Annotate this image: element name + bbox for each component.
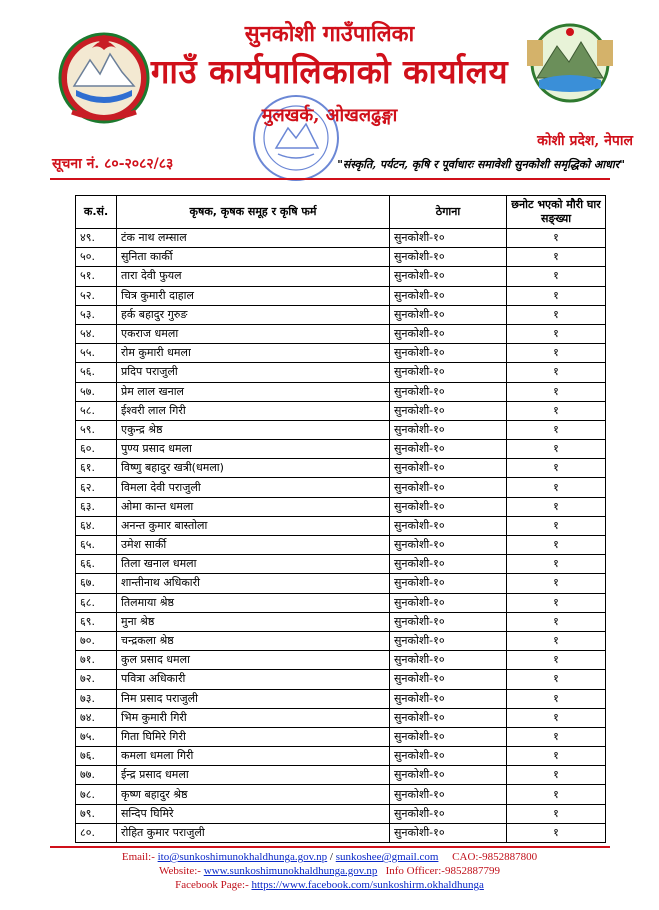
office-title: गाउँ कार्यपालिकाको कार्यालय (150, 52, 509, 91)
serial-cell: ७१. (76, 651, 117, 670)
farmer-name-cell: विमला देवी पराजुली (117, 478, 390, 497)
footer-facebook-line (0, 878, 659, 892)
serial-cell: ४९. (76, 229, 117, 248)
hive-count-cell: १ (507, 305, 606, 324)
table-row (76, 286, 606, 305)
hive-count-cell: १ (507, 785, 606, 804)
farmer-name-cell: कृष्ण बहादुर श्रेष्ठ (117, 785, 390, 804)
serial-cell: ५८. (76, 401, 117, 420)
hive-count-cell: १ (507, 574, 606, 593)
address-cell: सुनकोशी-१० (390, 382, 507, 401)
farmer-name-cell: तिलमाया श्रेष्ठ (117, 593, 390, 612)
hive-count-cell: १ (507, 804, 606, 823)
hive-count-cell: १ (507, 344, 606, 363)
address-cell: सुनकोशी-१० (390, 631, 507, 650)
table-row (76, 497, 606, 516)
address-cell: सुनकोशी-१० (390, 305, 507, 324)
address-cell: सुनकोशी-१० (390, 516, 507, 535)
serial-cell: ७०. (76, 631, 117, 650)
table-row (76, 382, 606, 401)
address-cell: सुनकोशी-१० (390, 708, 507, 727)
serial-cell: ७७. (76, 766, 117, 785)
hive-count-cell: १ (507, 459, 606, 478)
table-row (76, 305, 606, 324)
table-row (76, 478, 606, 497)
serial-cell: ५३. (76, 305, 117, 324)
hive-count-cell: १ (507, 651, 606, 670)
hive-count-cell: १ (507, 324, 606, 343)
table-row (76, 766, 606, 785)
email-separator: / (327, 851, 336, 863)
farmer-name-cell: शान्तीनाथ अधिकारी (117, 574, 390, 593)
hive-count-cell: १ (507, 440, 606, 459)
address-cell: सुनकोशी-१० (390, 440, 507, 459)
hive-count-cell: १ (507, 612, 606, 631)
hive-count-cell: १ (507, 382, 606, 401)
email-label: Email:- (121, 851, 158, 863)
address-cell: सुनकोशी-१० (390, 536, 507, 555)
serial-cell: ५१. (76, 267, 117, 286)
hive-count-cell: १ (507, 593, 606, 612)
email-link-gmail[interactable]: sunkoshee@gmail.com (335, 851, 439, 863)
hive-count-cell: १ (507, 689, 606, 708)
facebook-label: Facebook Page:- (175, 879, 252, 891)
address-cell: सुनकोशी-१० (390, 823, 507, 842)
farmer-name-cell: ओमा कान्त धमला (117, 497, 390, 516)
hive-count-cell: १ (507, 631, 606, 650)
table-row (76, 420, 606, 439)
farmer-name-cell: प्रेम लाल खनाल (117, 382, 390, 401)
serial-cell: ५९. (76, 420, 117, 439)
farmer-name-cell: सन्दिप घिमिरे (117, 804, 390, 823)
hive-count-cell: १ (507, 363, 606, 382)
hive-count-cell: १ (507, 823, 606, 842)
farmer-name-cell: गिता घिमिरे गिरी (117, 727, 390, 746)
address-cell: सुनकोशी-१० (390, 497, 507, 516)
cao-phone: CAO:-9852887800 (452, 851, 538, 863)
farmer-name-cell: रोम कुमारी धमला (117, 344, 390, 363)
serial-cell: ५५. (76, 344, 117, 363)
hive-count-cell: १ (507, 747, 606, 766)
table-row (76, 267, 606, 286)
table-row (76, 459, 606, 478)
serial-cell: ५४. (76, 324, 117, 343)
table-row (76, 708, 606, 727)
serial-cell: ६१. (76, 459, 117, 478)
serial-cell: ८०. (76, 823, 117, 842)
table-body (76, 229, 606, 843)
address-cell: सुनकोशी-१० (390, 785, 507, 804)
farmer-name-cell: प्रदिप पराजुली (117, 363, 390, 382)
farmer-name-cell: अनन्त कुमार बास्तोला (117, 516, 390, 535)
address-cell: सुनकोशी-१० (390, 324, 507, 343)
facebook-link[interactable]: https://www.facebook.com/sunkoshirm.okhaldhunga (251, 879, 484, 891)
hive-count-cell: १ (507, 727, 606, 746)
table-row (76, 804, 606, 823)
farmer-name-cell: ईश्वरी लाल गिरी (117, 401, 390, 420)
serial-cell: ६३. (76, 497, 117, 516)
table-row (76, 631, 606, 650)
table-row (76, 363, 606, 382)
slogan: "संस्कृति, पर्यटन, कृषि र पूर्वाधारः समावेशी सुनकोशी समृद्धिको आधार" (337, 158, 625, 171)
table-row (76, 670, 606, 689)
info-officer-phone: Info Officer:-9852887799 (385, 865, 500, 877)
address-cell: सुनकोशी-१० (390, 401, 507, 420)
address-cell: सुनकोशी-१० (390, 420, 507, 439)
office-location: मुलखर्क, ओखलढुङ्गा (261, 105, 398, 126)
serial-cell: ५०. (76, 248, 117, 267)
hive-count-cell: १ (507, 536, 606, 555)
hive-count-cell: १ (507, 248, 606, 267)
table-row (76, 651, 606, 670)
address-cell: सुनकोशी-१० (390, 574, 507, 593)
hive-count-cell: १ (507, 229, 606, 248)
serial-cell: ७२. (76, 670, 117, 689)
farmer-name-cell: भिम कुमारी गिरी (117, 708, 390, 727)
farmer-name-cell: चन्द्रकला श्रेष्ठ (117, 631, 390, 650)
hive-count-cell: १ (507, 555, 606, 574)
serial-cell: ७९. (76, 804, 117, 823)
farmer-name-cell: मुना श्रेष्ठ (117, 612, 390, 631)
table-row (76, 574, 606, 593)
table-row (76, 593, 606, 612)
farmer-name-cell: सुनिता कार्की (117, 248, 390, 267)
table-row (76, 612, 606, 631)
address-cell: सुनकोशी-१० (390, 344, 507, 363)
farmer-name-cell: चित्र कुमारी दाहाल (117, 286, 390, 305)
farmer-name-cell: कुल प्रसाद धमला (117, 651, 390, 670)
farmer-name-cell: हर्क बहादुर गुरुङ (117, 305, 390, 324)
farmer-name-cell: पवित्रा अधिकारी (117, 670, 390, 689)
hive-count-cell: १ (507, 420, 606, 439)
serial-cell: ५२. (76, 286, 117, 305)
website-label: Website:- (159, 865, 204, 877)
address-cell: सुनकोशी-१० (390, 766, 507, 785)
farmer-name-cell: तिला खनाल धमला (117, 555, 390, 574)
address-cell: सुनकोशी-१० (390, 670, 507, 689)
website-link[interactable]: www.sunkoshimunokhaldhunga.gov.np (203, 865, 378, 877)
farmer-name-cell: एकराज धमला (117, 324, 390, 343)
address-cell: सुनकोशी-१० (390, 478, 507, 497)
hive-count-cell: १ (507, 670, 606, 689)
serial-cell: ६२. (76, 478, 117, 497)
hive-count-cell: १ (507, 286, 606, 305)
table-header-row (76, 196, 606, 229)
province-label: कोशी प्रदेश, नेपाल (537, 133, 633, 149)
col-farmer-header: कृषक, कृषक समूह र कृषि फर्म (117, 196, 390, 229)
farmer-name-cell: निम प्रसाद पराजुली (117, 689, 390, 708)
address-cell: सुनकोशी-१० (390, 651, 507, 670)
serial-cell: ७४. (76, 708, 117, 727)
address-cell: सुनकोशी-१० (390, 747, 507, 766)
col-hive-count-header: छनोट भएको मौरी घार सङ्ख्या (507, 196, 606, 229)
serial-cell: ६०. (76, 440, 117, 459)
hive-count-cell: १ (507, 497, 606, 516)
farmer-name-cell: उमेश सार्की (117, 536, 390, 555)
hive-count-cell: १ (507, 708, 606, 727)
table-row (76, 440, 606, 459)
farmer-name-cell: विष्णु बहादुर खत्री(धमला) (117, 459, 390, 478)
serial-cell: ६६. (76, 555, 117, 574)
table-row (76, 324, 606, 343)
serial-cell: ६४. (76, 516, 117, 535)
address-cell: सुनकोशी-१० (390, 555, 507, 574)
farmer-name-cell: रोहित कुमार पराजुली (117, 823, 390, 842)
table-row (76, 516, 606, 535)
address-cell: सुनकोशी-१० (390, 286, 507, 305)
header-divider (50, 178, 610, 180)
email-link-ito[interactable]: ito@sunkoshimunokhaldhunga.gov.np (157, 851, 328, 863)
hive-count-cell: १ (507, 401, 606, 420)
footer-website-line (0, 864, 659, 878)
table-row (76, 823, 606, 842)
footer (0, 850, 659, 892)
farmer-name-cell: ईन्द्र प्रसाद धमला (117, 766, 390, 785)
address-cell: सुनकोशी-१० (390, 363, 507, 382)
footer-divider (50, 846, 610, 848)
address-cell: सुनकोशी-१० (390, 248, 507, 267)
address-cell: सुनकोशी-१० (390, 229, 507, 248)
notice-number: सूचना नं. ८०-२०८२/८३ (52, 156, 174, 172)
table-row (76, 689, 606, 708)
address-cell: सुनकोशी-१० (390, 727, 507, 746)
address-cell: सुनकोशी-१० (390, 593, 507, 612)
serial-cell: ६९. (76, 612, 117, 631)
table-row (76, 727, 606, 746)
address-cell: सुनकोशी-१० (390, 804, 507, 823)
table-row (76, 785, 606, 804)
serial-cell: ७८. (76, 785, 117, 804)
col-serial-header: क.सं. (76, 196, 117, 229)
table-row (76, 555, 606, 574)
table-row (76, 536, 606, 555)
hive-count-cell: १ (507, 478, 606, 497)
serial-cell: ६५. (76, 536, 117, 555)
table-row (76, 229, 606, 248)
farmer-name-cell: एकुन्द्र श्रेष्ठ (117, 420, 390, 439)
hive-count-cell: १ (507, 267, 606, 286)
municipality-name: सुनकोशी गाउँपालिका (244, 21, 415, 47)
hive-count-cell: १ (507, 516, 606, 535)
address-cell: सुनकोशी-१० (390, 267, 507, 286)
table-row (76, 401, 606, 420)
serial-cell: ६८. (76, 593, 117, 612)
table-row (76, 747, 606, 766)
footer-email-line (0, 850, 659, 864)
letterhead (0, 0, 659, 180)
address-cell: सुनकोशी-१० (390, 612, 507, 631)
beneficiary-table (75, 195, 606, 843)
serial-cell: ७६. (76, 747, 117, 766)
farmer-name-cell: तारा देवी फुयल (117, 267, 390, 286)
serial-cell: ६७. (76, 574, 117, 593)
address-cell: सुनकोशी-१० (390, 459, 507, 478)
serial-cell: ५६. (76, 363, 117, 382)
col-address-header: ठेगाना (390, 196, 507, 229)
serial-cell: ७५. (76, 727, 117, 746)
serial-cell: ७३. (76, 689, 117, 708)
farmer-name-cell: कमला धमला गिरी (117, 747, 390, 766)
table-row (76, 248, 606, 267)
hive-count-cell: १ (507, 766, 606, 785)
serial-cell: ५७. (76, 382, 117, 401)
farmer-name-cell: टंक नाथ लम्साल (117, 229, 390, 248)
table-row (76, 344, 606, 363)
farmer-name-cell: पुण्य प्रसाद धमला (117, 440, 390, 459)
address-cell: सुनकोशी-१० (390, 689, 507, 708)
